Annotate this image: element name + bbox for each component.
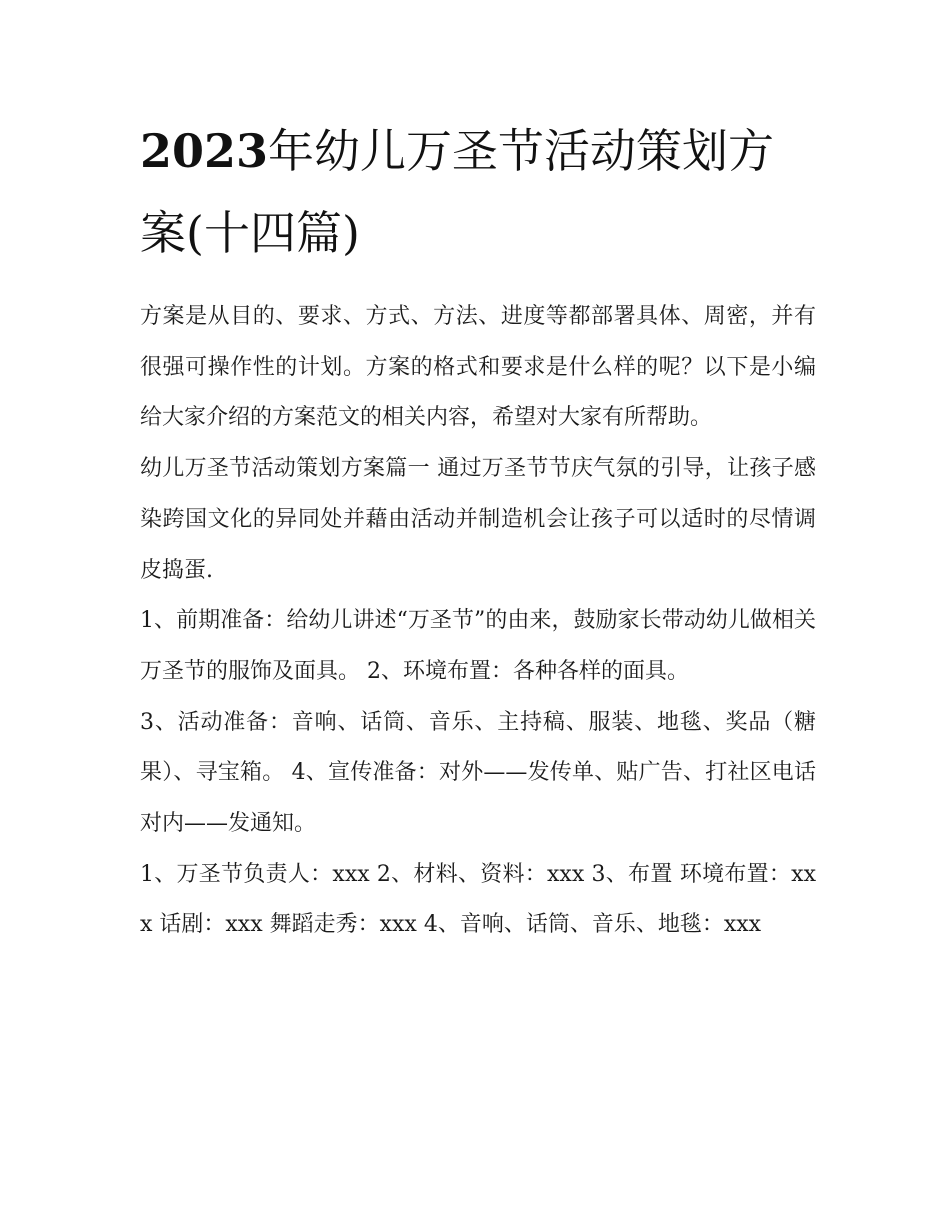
document-page [140, 110, 816, 951]
intro-paragraph: 方案是从目的、要求、方式、方法、进度等都部署具体、周密，并有很强可操作性的计划。方案的格式和要求是什么样的呢？以下是小编给大家介绍的方案范文的相关内容，希望对大家有所帮助。 [140, 304, 816, 431]
document-title [140, 110, 816, 274]
preparation-paragraph: 1、前期准备：给幼儿讲述“万圣节”的由来，鼓励家长带动幼儿做相关万圣节的服饰及面具。 2、环境布置：各种各样的面具。 [140, 608, 816, 684]
responsibility-paragraph: 1、万圣节负责人：xxx 2、材料、资料：xxx 3、布置 环境布置：xxx 话剧：xxx 舞蹈走秀：xxx 4、音响、话筒、音乐、地毯：xxx [140, 861, 816, 938]
activity-preparation-paragraph: 3、活动准备：音响、话筒、音乐、主持稿、服装、地毯、奖品（糖果）、寻宝箱。 4、宣传准备：对外——发传单、贴广告、打社区电话对内——发通知。 [140, 709, 816, 837]
section-one-paragraph: 幼儿万圣节活动策划方案篇一 通过万圣节节庆气氛的引导，让孩子感染跨国文化的异同处并藉由活动并制造机会让孩子可以适时的尽情调皮捣蛋. [140, 456, 816, 583]
title-year: 2023 [140, 124, 269, 178]
document-body [140, 292, 816, 951]
title-text: 年幼儿万圣节活动策划方案(十四篇) [140, 124, 775, 260]
